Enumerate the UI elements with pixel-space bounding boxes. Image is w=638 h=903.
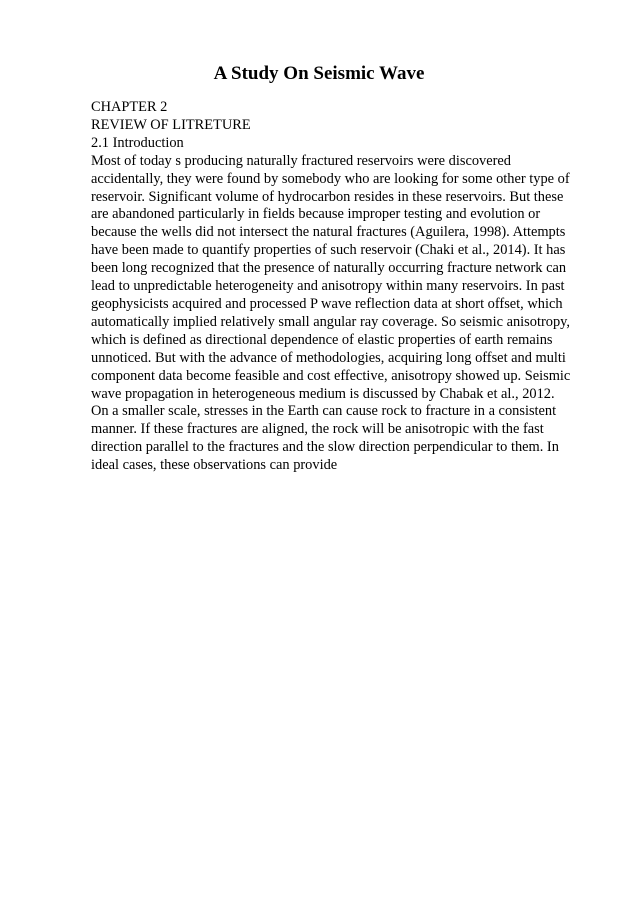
document-body bbox=[91, 99, 571, 475]
text-line: accidentally, they were found by somebody who are looking for some other type of bbox=[91, 170, 570, 187]
text-line: direction parallel to the fractures and the slow direction perpendicular to them. In bbox=[91, 439, 559, 456]
text-line: are abandoned particularly in fields because improper testing and evolution or bbox=[91, 206, 541, 223]
text-line: because the wells did not intersect the natural fractures (Aguilera, 1998). Attempts bbox=[91, 224, 566, 241]
text-line: On a smaller scale, stresses in the Earth can cause rock to fracture in a consistent bbox=[91, 403, 557, 420]
text-line: manner. If these fractures are aligned, the rock will be anisotropic with the fast bbox=[91, 421, 544, 438]
text-line: geophysicists acquired and processed P wave reflection data at short offset, which bbox=[91, 295, 563, 312]
text-line: wave propagation in heterogeneous medium is discussed by Chabak et al., 2012. bbox=[91, 385, 555, 402]
text-line: which is defined as directional dependence of elastic properties of earth remains bbox=[91, 331, 553, 348]
text-line: been long recognized that the presence of naturally occurring fracture network can bbox=[91, 260, 567, 277]
text-line: automatically implied relatively small angular ray coverage. So seismic anisotropy, bbox=[91, 313, 571, 330]
document-title: A Study On Seismic Wave bbox=[213, 63, 425, 84]
text-line: reservoir. Significant volume of hydrocarbon resides in these reservoirs. But these bbox=[91, 188, 564, 205]
text-line: lead to unpredictable heterogeneity and anisotropy within many reservoirs. In past bbox=[91, 278, 565, 295]
text-line: unnoticed. But with the advance of methodologies, acquiring long offset and multi bbox=[91, 349, 566, 366]
body-paragraph bbox=[91, 152, 571, 475]
subsection-heading: 2.1 Introduction bbox=[91, 134, 184, 151]
text-line: Most of today s producing naturally fractured reservoirs were discovered bbox=[91, 152, 511, 169]
text-line: have been made to quantify properties of such reservoir (Chaki et al., 2014). It has bbox=[91, 242, 566, 259]
text-line: ideal cases, these observations can provide bbox=[91, 457, 338, 474]
chapter-label: CHAPTER 2 bbox=[91, 99, 168, 115]
text-line: component data become feasible and cost effective, anisotropy showed up. Seismic bbox=[91, 367, 571, 384]
section-heading: REVIEW OF LITRETURE bbox=[91, 116, 251, 133]
